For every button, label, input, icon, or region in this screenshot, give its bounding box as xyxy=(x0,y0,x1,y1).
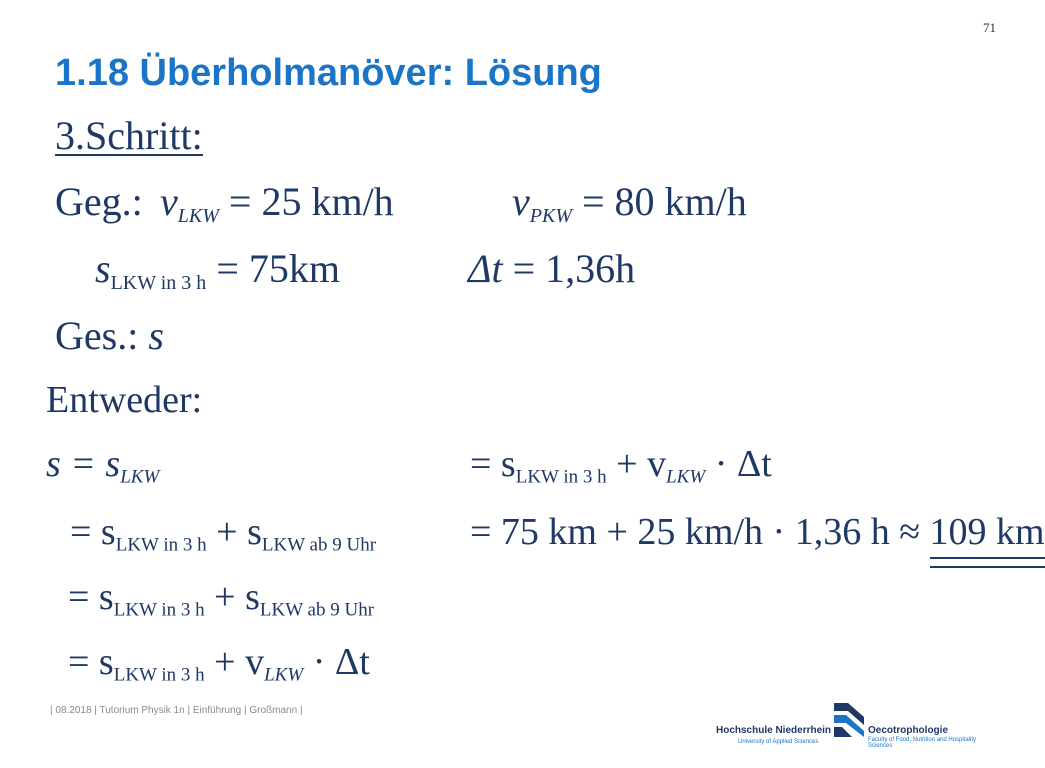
equation-line-4 xyxy=(68,640,370,687)
lkw-subscript: LKW xyxy=(177,205,219,227)
sought-variable: s xyxy=(148,313,164,358)
equation-line-1 xyxy=(46,442,159,489)
v-symbol: v xyxy=(512,179,530,224)
delta-t-symbol: Δt xyxy=(468,246,503,291)
either-label: Entweder: xyxy=(46,379,203,421)
page-number: 71 xyxy=(983,20,996,35)
equation-line-3 xyxy=(68,575,374,622)
footer-text: | 08.2018 | Tutorium Physik 1n | Einführung | Großmann | xyxy=(50,705,303,716)
faculty-subtitle: Faculty of Food, Nutrition and Hospitality Sciences xyxy=(868,737,977,749)
eq-text: + v xyxy=(606,443,667,485)
eq-text: + v xyxy=(204,641,265,683)
hochschule-subtitle: University of Applied Sciences xyxy=(738,739,819,745)
eq-text: · Δt xyxy=(705,443,772,485)
sought-row xyxy=(55,312,164,359)
v-symbol: v xyxy=(160,179,178,224)
eq-subscript: LKW xyxy=(264,664,304,686)
eq-subscript: LKW xyxy=(120,466,160,488)
pkw-subscript: PKW xyxy=(529,205,572,227)
equation-right-1 xyxy=(470,442,772,489)
eq-text: s = s xyxy=(46,443,121,485)
eq-text: = s xyxy=(68,576,114,618)
s-lkw-value: = 75km xyxy=(216,246,340,291)
given-v-pkw xyxy=(512,178,747,228)
delta-t-value: = 1,36h xyxy=(512,246,636,291)
eq-text: = s xyxy=(68,641,114,683)
hochschule-name: Hochschule Niederrhein xyxy=(716,725,832,736)
given-s-lkw xyxy=(95,245,340,295)
equation-right-2 xyxy=(470,510,1045,554)
eq-subscript: LKW xyxy=(666,466,706,488)
eq-text: · Δt xyxy=(303,641,370,683)
eq-text: + s xyxy=(204,576,260,618)
final-result: 109 km xyxy=(929,511,1045,553)
eq-text: = s xyxy=(70,511,116,553)
given-label: Geg.: xyxy=(55,179,143,224)
eq-subscript: LKW ab 9 Uhr xyxy=(259,599,375,621)
eq-subscript: LKW in 3 h xyxy=(515,466,607,488)
sought-label: Ges.: xyxy=(55,313,139,358)
eq-subscript: LKW in 3 h xyxy=(115,534,207,556)
equation-line-2 xyxy=(70,510,376,557)
hochschule-logo-icon xyxy=(834,703,864,737)
eq-text: + s xyxy=(206,511,262,553)
eq-subscript: LKW in 3 h xyxy=(113,599,205,621)
eq-subscript: LKW in 3 h xyxy=(113,664,205,686)
eq-subscript: LKW ab 9 Uhr xyxy=(261,534,377,556)
s-subscript: LKW in 3 h xyxy=(110,272,207,294)
faculty-name: Oecotrophologie xyxy=(868,725,948,736)
step-label: 3.Schritt: xyxy=(55,113,203,158)
v-pkw-value: = 80 km/h xyxy=(581,179,747,224)
given-delta-t xyxy=(468,245,635,292)
v-lkw-value: = 25 km/h xyxy=(228,179,394,224)
eq-text: = 75 km + 25 km/h · 1,36 h ≈ xyxy=(470,511,930,553)
slide-title: 1.18 Überholmanöver: Lösung xyxy=(55,52,602,94)
s-symbol: s xyxy=(95,246,111,291)
given-v-lkw xyxy=(160,178,394,228)
eq-text: = s xyxy=(470,443,516,485)
